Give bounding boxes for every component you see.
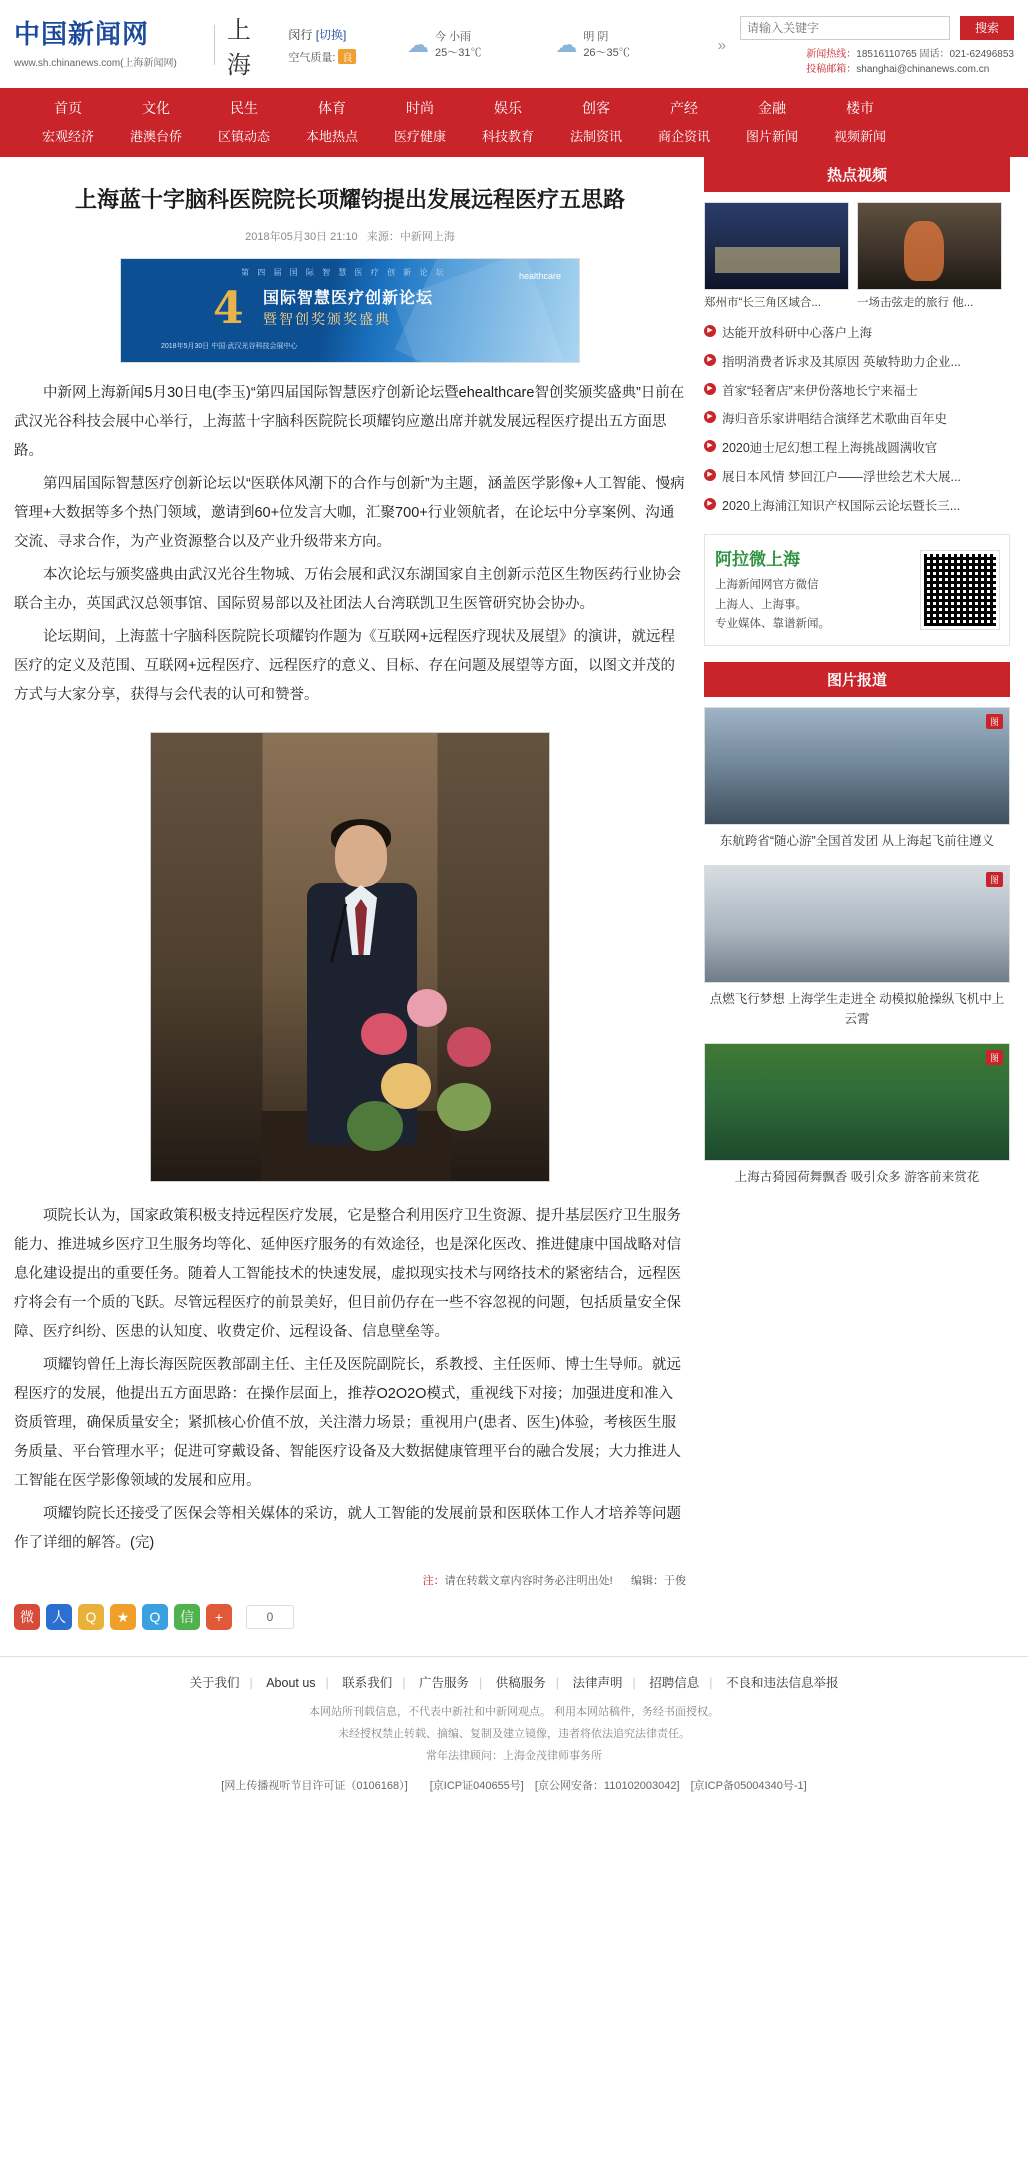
article-photo <box>150 732 550 1182</box>
nav-item-8[interactable]: 金融 <box>758 100 786 116</box>
flower-2 <box>407 989 447 1027</box>
video-caption-1: 一场击弦走的旅行 他... <box>857 297 974 309</box>
weather-tomorrow-text <box>583 29 629 62</box>
article-body <box>14 379 686 1558</box>
weather-today <box>407 29 555 62</box>
nav-item-4[interactable]: 时尚 <box>406 100 434 116</box>
news-hotline-label: 新闻热线： <box>806 48 857 60</box>
article-paragraph-2: 本次论坛与颁奖盛典由武汉光谷生物城、万佑会展和武汉东湖国家自主创新示范区生物医药行业协会联合主办，英国武汉总领事馆、国际贸易部以及社团法人台湾联凯卫生医管研究协会协办。 <box>14 567 681 612</box>
list-item[interactable]: ▶ 展日本风情 梦回江户——浮世绘艺术大展... <box>704 463 1010 492</box>
footer-link-1[interactable]: About us <box>266 1676 316 1690</box>
banner-brand: healthcare <box>518 271 561 281</box>
article-date: 2018年05月30日 21:10 <box>245 231 358 243</box>
banner-line-1: 国际智慧医疗创新论坛 <box>263 290 434 307</box>
list-item[interactable]: ▶ 达能开放科研中心落户上海 <box>704 319 1010 348</box>
picture-badge-2: 图 <box>986 1050 1003 1065</box>
submit-mail-label: 投稿邮箱： <box>806 63 857 75</box>
sina-weibo-icon[interactable]: 微 <box>14 1604 40 1630</box>
nav-item-2[interactable]: 民生 <box>230 100 258 116</box>
article-paragraph-5: 项耀钧曾任上海长海医院医教部副主任、主任及医院副院长，系教授、主任医师、博士生导师。就远程医疗的发展，他提出五方面思路：在操作层面上，推荐O2O2O模式，重视线下对接；加强进度和准入资质管理，确保质量安全；紧抓核心价值不放，关注潜力场景；重视用户(患者、医生)体验，考核医生服务质量、平台管理水平；促进可穿戴设备、智能医疗设备及大数据健康管理平台的融合发展；大力推进人工智能在医学影像领域的发展和应用。 <box>14 1357 681 1489</box>
list-item[interactable]: ▶ 2020迪士尼幻想工程上海挑战圆满收官 <box>704 434 1010 463</box>
nav-item-6[interactable]: 创客 <box>582 100 610 116</box>
photo-flowers <box>351 983 521 1163</box>
weather-tomorrow <box>555 29 703 62</box>
qzone-icon[interactable]: Q <box>78 1604 104 1630</box>
share-count: 0 <box>246 1605 294 1629</box>
nav-item-9[interactable]: 楼市 <box>846 100 874 116</box>
logo-text: 中国新闻网 <box>14 20 150 51</box>
wechat-icon[interactable]: 信 <box>174 1604 200 1630</box>
picture-caption-0: 东航跨省“随心游”全国首发团 从上海起飞前往遵义 <box>719 833 995 848</box>
qq-icon[interactable]: Q <box>142 1604 168 1630</box>
wechat-promo <box>704 534 1010 646</box>
air-quality-label: 空气质量: <box>288 51 336 64</box>
news-hotline <box>806 45 1014 60</box>
nav-item-3[interactable]: 体育 <box>318 100 346 116</box>
footer-links: 关于我们 | About us | 联系我们 | 广告服务 | 供稿服务 | 法律声明 | 招聘信息 | 不良和违法信息举报 <box>189 1676 839 1690</box>
footer-link-6[interactable]: 招聘信息 <box>649 1676 700 1690</box>
picture-badge-0: 图 <box>986 714 1003 729</box>
footer-text-0: 本网站所刊载信息，不代表中新社和中新网观点。 利用本网站稿件，务经书面授权。 <box>308 1706 720 1718</box>
page-content <box>0 157 1028 1630</box>
article-column <box>14 157 686 1630</box>
footer-link-5[interactable]: 法律声明 <box>572 1676 623 1690</box>
footer-icp: [网上传播视听节目许可证（0106168）] [京ICP证040655号] [京公网安备：110102003042] [京ICP备05004340号-1] <box>221 1780 807 1792</box>
article-source: 中新网上海 <box>399 231 455 243</box>
submit-mail <box>806 60 1014 75</box>
article-paragraph-4: 项院长认为，国家政策积极支持远程医疗发展，它是整合利用医疗卫生资源、提升基层医疗卫生服务能力、推进城乡医疗卫生服务均等化、延伸医疗服务的有效途径，也是深化医改、推进健康中国战略对信息化建设提出的重要任务。随着人工智能技术的快速发展，虚拟现实技术与网络技术的紧密结合，远程医疗将会有一个质的飞跃。尽管远程医疗的前景美好，但目前仍存在一些不容忽视的问题，包括质量安全保障、医疗纠纷、医患的认知度、收费定价、远程设备、信息壁垒等。 <box>14 1208 681 1340</box>
picture-card-0[interactable] <box>704 707 1010 851</box>
article-source-label: 来源： <box>366 231 400 243</box>
footer-link-2[interactable]: 联系我们 <box>342 1676 393 1690</box>
list-item[interactable]: ▶ 首家“轻奢店”来伊份落地长宁来福士 <box>704 377 1010 406</box>
page-title: 上海蓝十字脑科医院院长项耀钧提出发展远程医疗五思路 <box>74 187 625 213</box>
banner-date: 2018年5月30日 中国·武汉光谷科技会展中心 <box>161 342 298 350</box>
weather-today-temp: 25～31℃ <box>434 47 482 59</box>
nav-row-primary <box>0 94 1028 122</box>
nav-row-secondary <box>0 122 1028 149</box>
nav-sub-item-7[interactable]: 商企资讯 <box>657 129 710 144</box>
search-row <box>740 16 1014 40</box>
weather-tomorrow-temp: 26～35℃ <box>583 47 630 59</box>
search-area <box>740 16 1014 75</box>
picture-thumb-a[interactable] <box>704 707 1010 825</box>
photo-head <box>335 825 387 887</box>
flower-6 <box>347 1101 403 1151</box>
note-prefix: 注： <box>422 1575 445 1587</box>
main-navigation <box>0 88 1028 157</box>
footer-link-4[interactable]: 供稿服务 <box>495 1676 546 1690</box>
nav-sub-item-6[interactable]: 法制资讯 <box>569 129 622 144</box>
wechat-qr-code <box>921 551 999 629</box>
video-thumb-b[interactable] <box>857 202 1002 290</box>
article-paragraph-0: 中新网上海新闻5月30日电(李玉)“第四届国际智慧医疗创新论坛暨ehealthcare智创奖颁奖盛典”日前在武汉光谷科技会展中心举行，上海蓝十字脑科医院院长项耀钧应邀出席并就发展远程医疗提出五方面思路。 <box>14 385 685 459</box>
nav-item-1[interactable]: 文化 <box>142 100 170 116</box>
search-input[interactable] <box>740 16 950 40</box>
article-paragraph-6: 项耀钧院长还接受了医保会等相关媒体的采访，就人工智能的发展前景和医联体工作人才培养等问题作了详细的解答。(完) <box>14 1506 681 1551</box>
city-label: 上海 <box>226 16 251 79</box>
wechat-line-2: 上海人、上海事。 <box>715 598 807 611</box>
video-card-1[interactable] <box>857 202 1002 311</box>
flower-1 <box>361 1013 407 1055</box>
article-meta <box>14 228 686 244</box>
picture-thumb-b[interactable] <box>704 865 1010 983</box>
wechat-title: 阿拉微上海 <box>715 550 800 570</box>
list-item[interactable]: ▶ 2020上海浦江知识产权国际云论坛暨长三... <box>704 492 1010 521</box>
logo-url: www.sh.chinanews.com(上海新闻网) <box>14 57 177 69</box>
nav-sub-item-2[interactable]: 区镇动态 <box>217 129 270 144</box>
video-card-0[interactable] <box>704 202 849 311</box>
article-paragraph-3: 论坛期间，上海蓝十字脑科医院院长项耀钧作题为《互联网+远程医疗现状及展望》的演讲，就远程医疗的定义及范围、互联网+远程医疗、远程医疗的意义、目标、存在问题及展望等方面，以图文并茂的方式与大家分享，获得与会代表的认可和赞誉。 <box>14 629 675 703</box>
renren-icon[interactable]: 人 <box>46 1604 72 1630</box>
picture-caption-1: 点燃飞行梦想 上海学生走进全 动模拟舱操纵飞机中上云霄 <box>709 991 1005 1026</box>
list-item[interactable]: ▶ 指明消费者诉求及其原因 英敏特助力企业... <box>704 348 1010 377</box>
banner-number: 4 <box>213 283 244 334</box>
nav-item-7[interactable]: 产经 <box>670 100 698 116</box>
wechat-text <box>715 545 911 635</box>
weather-today-label: 今 小雨 <box>434 30 472 43</box>
news-hotline-value: 18516110765 固话：021-62496853 <box>856 48 1014 60</box>
logo-divider <box>214 25 215 65</box>
contact-info <box>806 45 1014 75</box>
picture-caption-2: 上海古猗园荷舞飘香 吸引众多 游客前来赏花 <box>734 1169 980 1184</box>
nav-sub-item-9[interactable]: 视频新闻 <box>833 129 886 144</box>
site-header <box>0 0 1028 88</box>
weather-tomorrow-label: 明 阴 <box>583 30 609 43</box>
region-switch-link[interactable]: [切换] <box>315 27 347 42</box>
flower-4 <box>381 1063 431 1109</box>
banner-top-text: 第 四 届 国 际 智 慧 医 疗 创 新 论 坛 <box>241 268 447 277</box>
video-thumb-a[interactable] <box>704 202 849 290</box>
nav-sub-item-8[interactable]: 图片新闻 <box>745 129 798 144</box>
article-note <box>14 1572 686 1588</box>
flower-5 <box>437 1083 491 1131</box>
nav-item-0[interactable]: 首页 <box>54 100 82 116</box>
footer-link-0[interactable]: 关于我们 <box>189 1676 240 1690</box>
footer-text-1: 未经授权禁止转载、摘编、复制及建立镜像，违者将依法追究法律责任。 <box>338 1728 690 1740</box>
nav-sub-item-0[interactable]: 宏观经济 <box>41 129 94 144</box>
cloud-rain-icon: ☁ <box>406 32 429 57</box>
picture-thumb-c[interactable] <box>704 1043 1010 1161</box>
share-bar <box>14 1604 686 1630</box>
wechat-line-1: 上海新闻网官方微信 <box>715 579 819 592</box>
footer-disclaimer <box>0 1701 1028 1767</box>
article-paragraph-1: 第四届国际智慧医疗创新论坛以“医联体风潮下的合作与创新”为主题，涵盖医学影像+人工智能、慢病管理+大数据等多个热门领域，邀请到60+位发言大咖，汇聚700+行业领航者，在论坛中分享案例、沟通交流、寻求合作，为产业资源整合以及产业升级带来方向。 <box>14 476 685 550</box>
list-item[interactable]: ▶ 海归音乐家讲唱结合演绎艺术歌曲百年史 <box>704 405 1010 434</box>
note-text: 请在转载文章内容时务必注明出处! <box>444 1575 613 1587</box>
region-name: 闵行 <box>288 27 313 42</box>
air-quality <box>288 49 407 65</box>
weather-more-icon[interactable]: » <box>717 36 726 54</box>
editor-name: 于俊 <box>664 1575 686 1587</box>
footer-text-2: 常年法律顾问：上海金茂律师事务所 <box>426 1750 602 1762</box>
nav-sub-item-4[interactable]: 医疗健康 <box>393 129 446 144</box>
article-banner-image <box>120 258 580 363</box>
hot-video-title: 热点视频 <box>704 157 1010 192</box>
more-share-icon[interactable]: + <box>206 1604 232 1630</box>
nav-sub-item-5[interactable]: 科技教育 <box>481 129 534 144</box>
sidebar <box>704 157 1010 1630</box>
submit-mail-value: shanghai@chinanews.com.cn <box>856 63 990 75</box>
picture-badge-1: 图 <box>986 872 1003 887</box>
video-row <box>704 202 1010 311</box>
search-button[interactable]: 搜索 <box>960 16 1014 40</box>
picture-report-title: 图片报道 <box>704 662 1010 697</box>
banner-line-2: 暨智创奖颁奖盛典 <box>263 311 391 327</box>
nav-sub-item-3[interactable]: 本地热点 <box>305 129 358 144</box>
footer-link-7[interactable]: 不良和违法信息举报 <box>726 1676 839 1690</box>
editor-label: 编辑： <box>631 1575 664 1587</box>
video-caption-0: 郑州市“长三角区域合... <box>704 297 821 309</box>
footer-link-3[interactable]: 广告服务 <box>419 1676 470 1690</box>
nav-item-5[interactable]: 娱乐 <box>494 100 522 116</box>
air-quality-badge: 良 <box>338 49 356 64</box>
video-list <box>704 319 1010 520</box>
cloud-icon: ☁ <box>555 32 578 57</box>
wechat-line-3: 专业媒体、靠谱新闻。 <box>715 618 830 631</box>
picture-card-2[interactable] <box>704 1043 1010 1187</box>
flower-3 <box>447 1027 491 1067</box>
site-logo[interactable] <box>14 21 202 69</box>
region-block <box>288 26 407 65</box>
site-footer <box>0 1656 1028 1815</box>
weather-today-text <box>435 29 481 62</box>
favorite-icon[interactable]: ★ <box>110 1604 136 1630</box>
nav-sub-item-1[interactable]: 港澳台侨 <box>129 129 182 144</box>
picture-card-1[interactable] <box>704 865 1010 1029</box>
